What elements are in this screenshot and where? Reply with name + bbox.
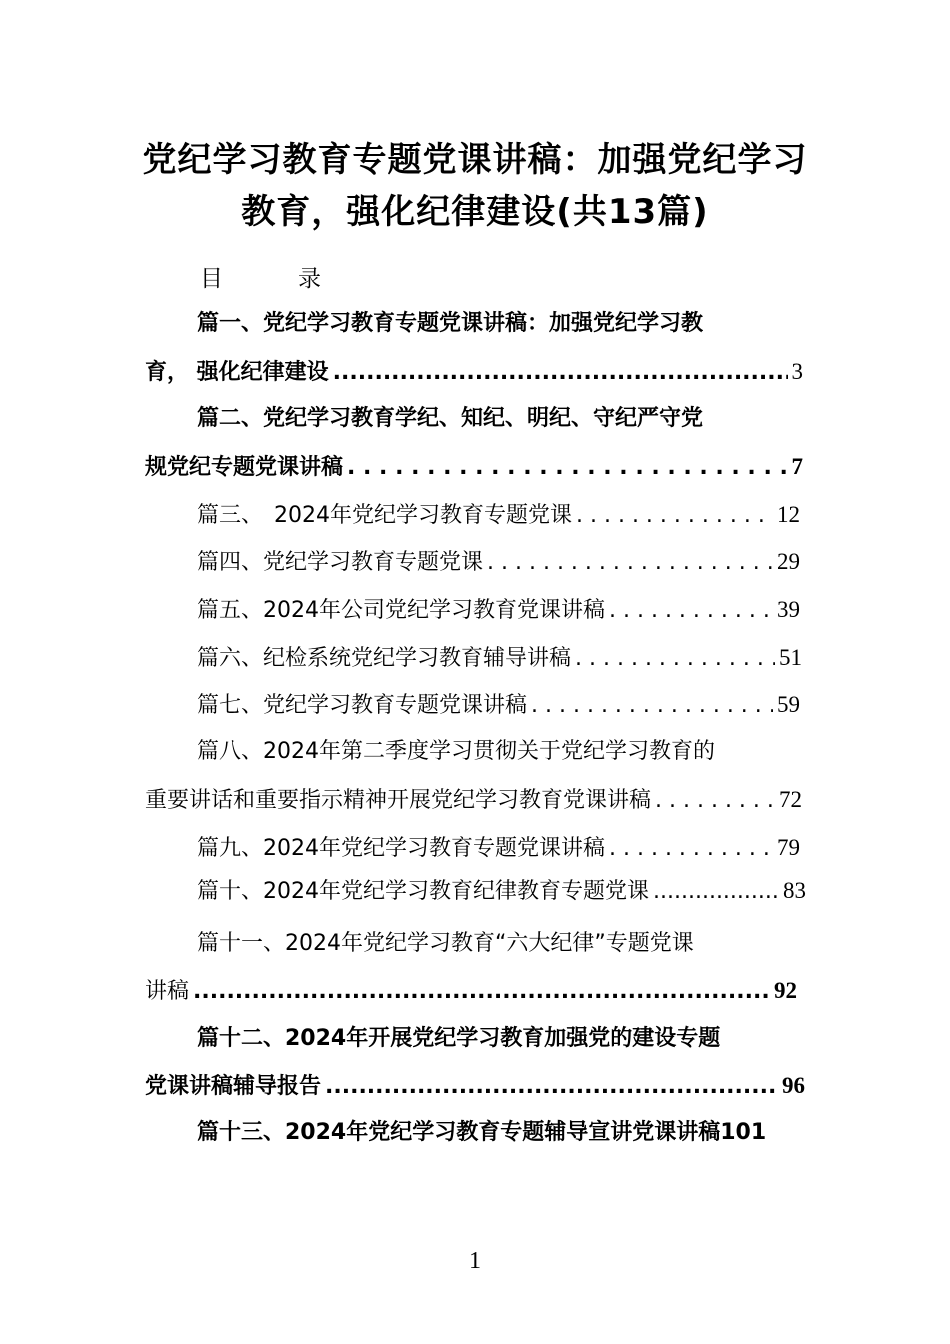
toc-entry-8-line-2[interactable] [145, 783, 802, 818]
toc-leader-dots [609, 594, 773, 628]
toc-entry-12-line-1 [197, 1022, 802, 1056]
toc-entry-text: 篇十、2024年党纪学习教育纪律教育专题党课 [197, 879, 649, 904]
toc-leader-dots [575, 642, 775, 676]
toc-leader-dots [531, 689, 773, 723]
toc-entry-text: 篇五、2024年公司党纪学习教育党课讲稿 [197, 598, 605, 623]
toc-entry-6[interactable] [197, 641, 802, 676]
toc-page-number: 29 [777, 549, 800, 574]
toc-leader-dots [333, 356, 788, 390]
toc-entry-3[interactable] [197, 498, 800, 533]
toc-entry-1-line-2[interactable] [145, 355, 803, 390]
toc-entry-text: 讲稿 [145, 979, 190, 1004]
toc-entry-12-line-2[interactable] [145, 1069, 805, 1104]
toc-leader-dots [347, 451, 787, 485]
toc-page-number: 12 [777, 502, 800, 527]
toc-page-number: 59 [777, 692, 800, 717]
toc-entry-text: 篇十一、2024年党纪学习教育“六大纪律”专题党课 [197, 931, 694, 956]
toc-page-number: 79 [777, 835, 800, 860]
toc-entry-text: 篇六、纪检系统党纪学习教育辅导讲稿 [197, 646, 572, 671]
toc-leader-dots [325, 1070, 778, 1104]
toc-heading: 目 录 [200, 266, 347, 292]
toc-entry-text: 篇八、2024年第二季度学习贯彻关于党纪学习教育的 [197, 739, 715, 764]
toc-entry-10[interactable] [197, 874, 806, 909]
toc-entry-text: 篇十三、2024年党纪学习教育专题辅导宣讲党课讲稿 [197, 1120, 721, 1145]
toc-leader-dots [609, 832, 773, 866]
toc-page-number: 39 [777, 597, 800, 622]
toc-leader-dots [653, 875, 779, 909]
toc-leader-dots [655, 784, 775, 818]
toc-leader-dots [193, 975, 770, 1009]
toc-page-number: 51 [779, 645, 802, 670]
toc-entry-text: 育， 强化纪律建设 [145, 360, 329, 385]
toc-page-number: 92 [774, 978, 797, 1003]
toc-entry-text: 篇三、 2024年党纪学习教育专题党课 [197, 503, 572, 528]
toc-entry-text: 篇一、党纪学习教育专题党课讲稿：加强党纪学习教 [197, 311, 704, 336]
toc-entry-4[interactable] [197, 545, 800, 580]
toc-entry-2-line-1 [197, 402, 797, 436]
page-number: 1 [469, 1248, 481, 1274]
toc-page-number: 7 [791, 454, 803, 479]
toc-leader-dots [487, 546, 773, 580]
toc-entry-8-line-1 [197, 735, 812, 769]
toc-entry-7[interactable] [197, 688, 800, 723]
toc-entry-text: 篇二、党纪学习教育学纪、知纪、明纪、守纪严守党 [197, 406, 704, 431]
toc-entry-9[interactable] [197, 831, 800, 866]
toc-page-number: 83 [783, 878, 806, 903]
toc-entry-5[interactable] [197, 593, 800, 628]
document-title-line-1: 党纪学习教育专题党课讲稿：加强党纪学习 [142, 140, 808, 180]
toc-page-number: 101 [720, 1120, 767, 1145]
toc-entry-text: 篇十二、2024年开展党纪学习教育加强党的建设专题 [197, 1026, 721, 1051]
toc-page-number: 96 [782, 1073, 805, 1098]
toc-entry-text: 规党纪专题党课讲稿 [145, 455, 344, 480]
toc-entry-text: 篇九、2024年党纪学习教育专题党课讲稿 [197, 836, 605, 861]
toc-entry-13[interactable] [197, 1116, 842, 1150]
toc-leader-dots [576, 499, 773, 533]
toc-entry-text: 重要讲话和重要指示精神开展党纪学习教育党课讲稿 [145, 788, 652, 813]
toc-page-number: 72 [779, 787, 802, 812]
toc-page-number: 3 [791, 359, 803, 384]
toc-entry-text: 党课讲稿辅导报告 [145, 1074, 322, 1099]
toc-entry-text: 篇四、党纪学习教育专题党课 [197, 550, 484, 575]
document-title-line-2: 教育，强化纪律建设(共13篇) [241, 192, 709, 232]
toc-entry-1-line-1 [197, 307, 797, 341]
toc-entry-text: 篇七、党纪学习教育专题党课讲稿 [197, 693, 528, 718]
toc-entry-11-line-1 [197, 927, 807, 961]
toc-entry-11-line-2[interactable] [145, 974, 797, 1009]
toc-entry-2-line-2[interactable] [145, 450, 803, 485]
